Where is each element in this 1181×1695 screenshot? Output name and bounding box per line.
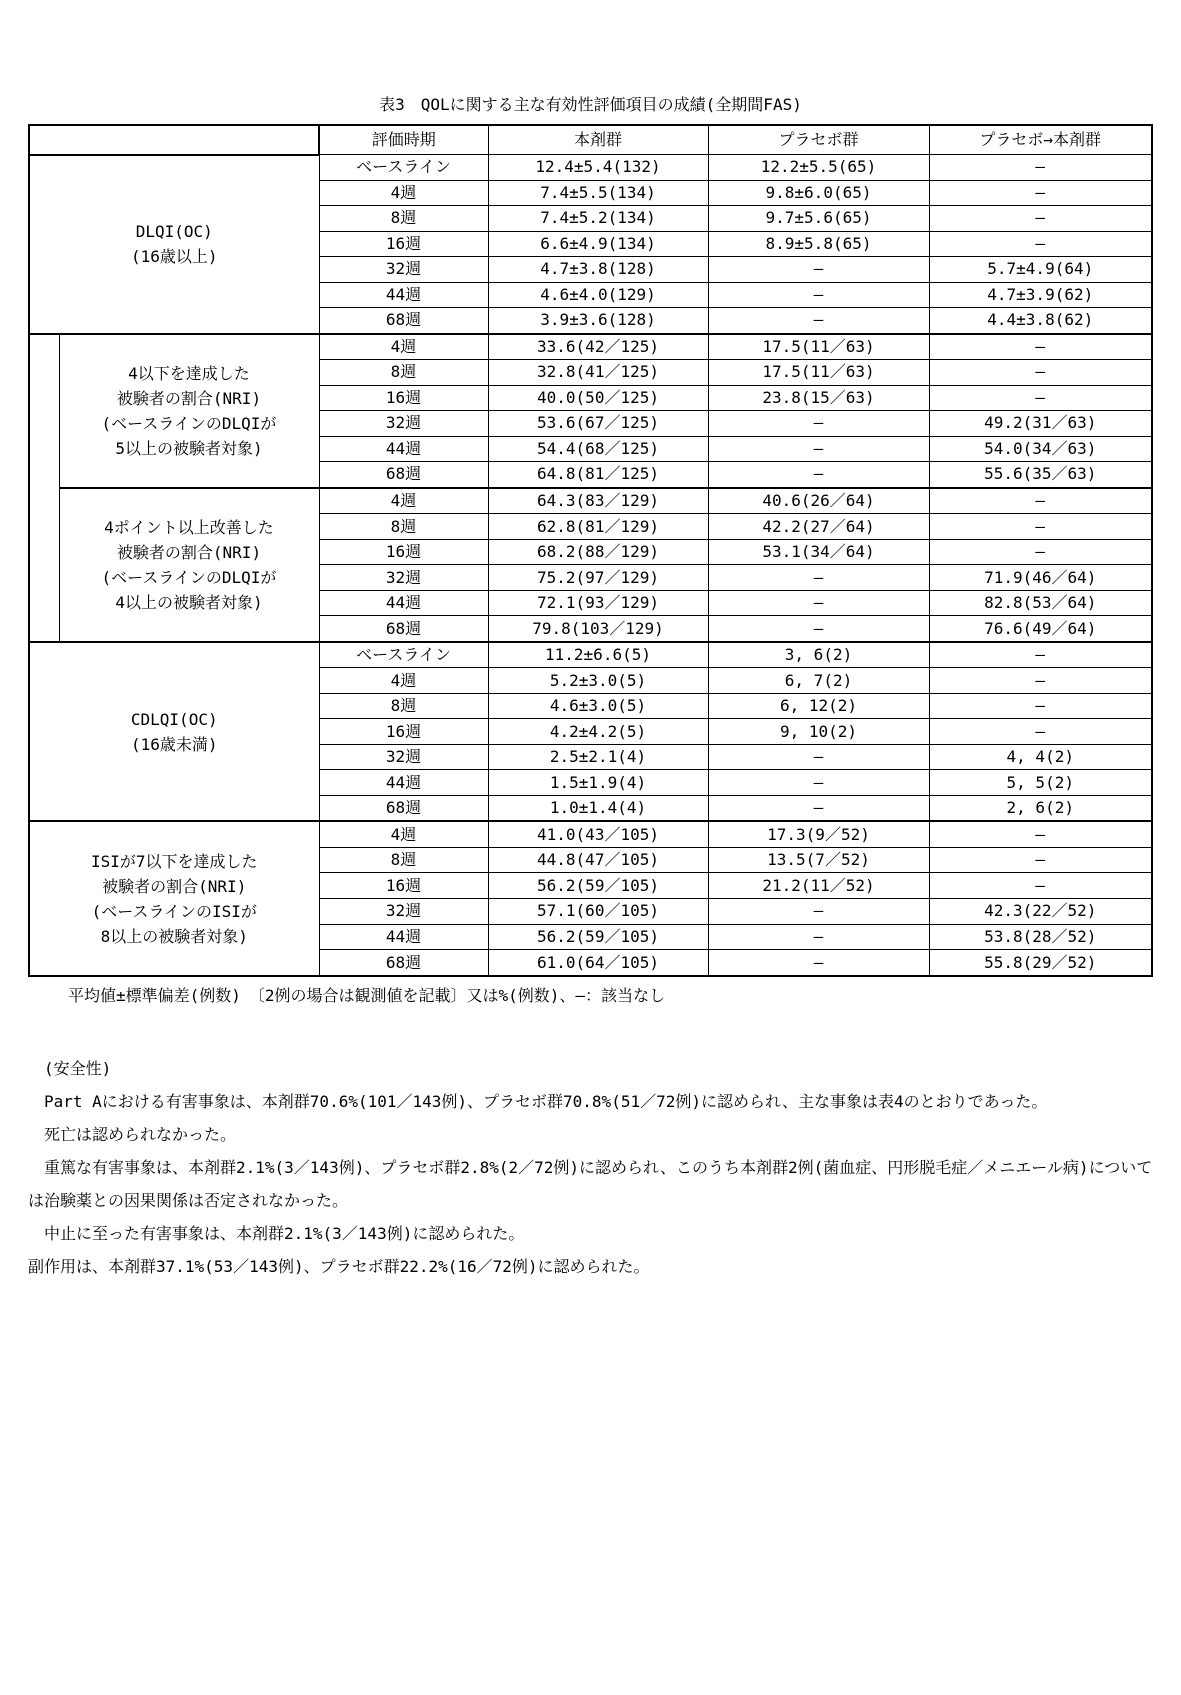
placebo-cell: — [708, 282, 929, 308]
period-cell: 4週 [319, 668, 488, 694]
period-cell: 68週 [319, 950, 488, 976]
placebo-cell: 23.8(15／63) [708, 385, 929, 411]
paragraph: 副作用は、本剤群37.1%(53／143例)、プラセボ群22.2%(16／72例)に認められた。 [28, 1257, 650, 1276]
period-cell: 44週 [319, 770, 488, 796]
switch-cell: 53.8(28／52) [929, 924, 1152, 950]
table-row [29, 155, 1152, 181]
switch-cell: — [929, 873, 1152, 899]
placebo-cell: — [708, 308, 929, 334]
group-label-line: 4以上の被験者対象) [115, 592, 263, 612]
group-label-line: (16歳以上) [130, 247, 218, 267]
drug-cell: 6.6±4.9(134) [488, 231, 708, 257]
drug-cell: 5.2±3.0(5) [488, 668, 708, 694]
drug-cell: 64.8(81／125) [488, 462, 708, 488]
period-cell: 44週 [319, 436, 488, 462]
drug-cell: 3.9±3.6(128) [488, 308, 708, 334]
drug-cell: 11.2±6.6(5) [488, 642, 708, 668]
group-label [59, 334, 319, 488]
switch-cell: — [929, 514, 1152, 540]
drug-cell: 33.6(42／125) [488, 334, 708, 360]
drug-cell: 4.7±3.8(128) [488, 257, 708, 283]
period-cell: 8週 [319, 360, 488, 386]
switch-cell: 4.7±3.9(62) [929, 282, 1152, 308]
drug-cell: 57.1(60／105) [488, 898, 708, 924]
group-label [59, 488, 319, 642]
period-cell: 32週 [319, 411, 488, 437]
drug-cell: 41.0(43／105) [488, 821, 708, 847]
drug-cell: 32.8(41／125) [488, 360, 708, 386]
placebo-cell: 40.6(26／64) [708, 488, 929, 514]
period-cell: 8週 [319, 206, 488, 232]
switch-cell: — [929, 180, 1152, 206]
switch-cell: 55.6(35／63) [929, 462, 1152, 488]
qol-results-table [28, 124, 1153, 977]
period-cell: 8週 [319, 514, 488, 540]
indent-spacer [29, 334, 59, 642]
switch-cell: — [929, 231, 1152, 257]
header-drug: 本剤群 [488, 125, 708, 155]
group-label [29, 821, 319, 976]
placebo-cell: 42.2(27／64) [708, 514, 929, 540]
switch-cell: 5, 5(2) [929, 770, 1152, 796]
switch-cell: 71.9(46／64) [929, 565, 1152, 591]
drug-cell: 53.6(67／125) [488, 411, 708, 437]
group-label [29, 155, 319, 334]
drug-cell: 68.2(88／129) [488, 539, 708, 565]
period-cell: ベースライン [319, 155, 488, 181]
placebo-cell: 6, 12(2) [708, 693, 929, 719]
placebo-cell: 17.5(11／63) [708, 360, 929, 386]
blank-corner [29, 125, 319, 155]
placebo-cell: — [708, 411, 929, 437]
period-cell: 4週 [319, 334, 488, 360]
period-cell: 32週 [319, 898, 488, 924]
switch-cell: — [929, 847, 1152, 873]
period-cell: 32週 [319, 257, 488, 283]
header-switch: プラセボ→本剤群 [929, 125, 1152, 155]
drug-cell: 56.2(59／105) [488, 873, 708, 899]
drug-cell: 4.6±4.0(129) [488, 282, 708, 308]
switch-cell: 55.8(29／52) [929, 950, 1152, 976]
switch-cell: — [929, 334, 1152, 360]
table-row [29, 642, 1152, 668]
group-label-line: 4ポイント以上改善した [104, 517, 274, 537]
placebo-cell: — [708, 590, 929, 616]
drug-cell: 1.5±1.9(4) [488, 770, 708, 796]
placebo-cell: — [708, 898, 929, 924]
drug-cell: 79.8(103／129) [488, 616, 708, 642]
group-label-line: 被験者の割合(NRI) [102, 876, 247, 896]
drug-cell: 75.2(97／129) [488, 565, 708, 591]
group-label-line: (16歳未満) [130, 734, 218, 754]
period-cell: 32週 [319, 565, 488, 591]
switch-cell: — [929, 155, 1152, 181]
drug-cell: 2.5±2.1(4) [488, 744, 708, 770]
table-footnote: 平均値±標準偏差(例数) 〔2例の場合は観測値を記載〕又は%(例数)、—：該当なし [68, 986, 666, 1005]
period-cell: 68週 [319, 795, 488, 821]
switch-cell: — [929, 385, 1152, 411]
placebo-cell: 21.2(11／52) [708, 873, 929, 899]
drug-cell: 64.3(83／129) [488, 488, 708, 514]
drug-cell: 44.8(47／105) [488, 847, 708, 873]
switch-cell: 5.7±4.9(64) [929, 257, 1152, 283]
period-cell: 32週 [319, 744, 488, 770]
group-label-line: (ベースラインのDLQIが [101, 413, 277, 433]
placebo-cell: — [708, 257, 929, 283]
period-cell: 4週 [319, 180, 488, 206]
period-cell: 16週 [319, 385, 488, 411]
switch-cell: — [929, 488, 1152, 514]
placebo-cell: — [708, 565, 929, 591]
switch-cell: — [929, 360, 1152, 386]
period-cell: 4週 [319, 821, 488, 847]
drug-cell: 12.4±5.4(132) [488, 155, 708, 181]
switch-cell: 54.0(34／63) [929, 436, 1152, 462]
drug-cell: 4.2±4.2(5) [488, 719, 708, 745]
switch-cell: 76.6(49／64) [929, 616, 1152, 642]
placebo-cell: — [708, 795, 929, 821]
switch-cell: — [929, 821, 1152, 847]
table-caption: 表3 QOLに関する主な有効性評価項目の成績(全期間FAS) [379, 95, 802, 114]
placebo-cell: 12.2±5.5(65) [708, 155, 929, 181]
placebo-cell: 8.9±5.8(65) [708, 231, 929, 257]
drug-cell: 56.2(59／105) [488, 924, 708, 950]
placebo-cell: — [708, 924, 929, 950]
period-cell: 4週 [319, 488, 488, 514]
group-label-line: 8以上の被験者対象) [100, 926, 248, 946]
period-cell: 68週 [319, 308, 488, 334]
switch-cell: 49.2(31／63) [929, 411, 1152, 437]
placebo-cell: — [708, 770, 929, 796]
placebo-cell: — [708, 744, 929, 770]
placebo-cell: 53.1(34／64) [708, 539, 929, 565]
header-placebo: プラセボ群 [708, 125, 929, 155]
switch-cell: — [929, 693, 1152, 719]
placebo-cell: 9, 10(2) [708, 719, 929, 745]
placebo-cell: — [708, 462, 929, 488]
switch-cell: 4, 4(2) [929, 744, 1152, 770]
placebo-cell: — [708, 436, 929, 462]
paragraph: 死亡は認められなかった。 [44, 1125, 237, 1144]
switch-cell: — [929, 642, 1152, 668]
placebo-cell: 17.3(9／52) [708, 821, 929, 847]
period-cell: ベースライン [319, 642, 488, 668]
period-cell: 68週 [319, 616, 488, 642]
group-label-line: 5以上の被験者対象) [115, 438, 263, 458]
period-cell: 8週 [319, 693, 488, 719]
header-period: 評価時期 [319, 125, 488, 155]
group-label-line: DLQI(OC) [135, 222, 213, 242]
drug-cell: 1.0±1.4(4) [488, 795, 708, 821]
group-label-line: 被験者の割合(NRI) [116, 542, 262, 562]
switch-cell: 2, 6(2) [929, 795, 1152, 821]
switch-cell: — [929, 719, 1152, 745]
drug-cell: 4.6±3.0(5) [488, 693, 708, 719]
switch-cell: 82.8(53／64) [929, 590, 1152, 616]
group-label-line: (ベースラインのDLQIが [101, 567, 277, 587]
switch-cell: — [929, 539, 1152, 565]
switch-cell: 4.4±3.8(62) [929, 308, 1152, 334]
placebo-cell: 13.5(7／52) [708, 847, 929, 873]
period-cell: 16週 [319, 719, 488, 745]
period-cell: 44週 [319, 282, 488, 308]
safety-section [28, 1052, 1153, 1283]
table-row [29, 488, 1152, 514]
group-label-line: 被験者の割合(NRI) [116, 388, 262, 408]
group-label [29, 642, 319, 822]
drug-cell: 62.8(81／129) [488, 514, 708, 540]
header-row [29, 125, 1152, 155]
placebo-cell: 9.8±6.0(65) [708, 180, 929, 206]
period-cell: 44週 [319, 924, 488, 950]
paragraph: Part Aにおける有害事象は、本剤群70.6%(101／143例)、プラセボ群70.8%(51／72例)に認められ、主な事象は表4のとおりであった。 [44, 1092, 1048, 1111]
paragraph: 重篤な有害事象は、本剤群2.1%(3／143例)、プラセボ群2.8%(2／72例)に認められ、このうち本剤群2例(菌血症、円形脱毛症／メニエール病)については治験薬との因果関係は否定されなかった。 [28, 1158, 1153, 1210]
paragraph: 中止に至った有害事象は、本剤群2.1%(3／143例)に認められた。 [44, 1224, 525, 1243]
section-heading: (安全性) [44, 1059, 112, 1078]
group-label-line: 4以下を達成した [128, 363, 250, 383]
period-cell: 44週 [319, 590, 488, 616]
drug-cell: 40.0(50／125) [488, 385, 708, 411]
switch-cell: 42.3(22／52) [929, 898, 1152, 924]
placebo-cell: 6, 7(2) [708, 668, 929, 694]
drug-cell: 7.4±5.2(134) [488, 206, 708, 232]
table-row [29, 821, 1152, 847]
group-label-line: (ベースラインのISIが [91, 901, 257, 921]
drug-cell: 61.0(64／105) [488, 950, 708, 976]
drug-cell: 72.1(93／129) [488, 590, 708, 616]
period-cell: 68週 [319, 462, 488, 488]
group-label-line: CDLQI(OC) [130, 709, 218, 729]
placebo-cell: 9.7±5.6(65) [708, 206, 929, 232]
period-cell: 16週 [319, 231, 488, 257]
switch-cell: — [929, 668, 1152, 694]
period-cell: 16週 [319, 539, 488, 565]
drug-cell: 7.4±5.5(134) [488, 180, 708, 206]
switch-cell: — [929, 206, 1152, 232]
placebo-cell: — [708, 950, 929, 976]
placebo-cell: — [708, 616, 929, 642]
table-row [29, 334, 1152, 360]
drug-cell: 54.4(68／125) [488, 436, 708, 462]
period-cell: 8週 [319, 847, 488, 873]
period-cell: 16週 [319, 873, 488, 899]
placebo-cell: 17.5(11／63) [708, 334, 929, 360]
placebo-cell: 3, 6(2) [708, 642, 929, 668]
group-label-line: ISIが7以下を達成した [90, 851, 258, 871]
